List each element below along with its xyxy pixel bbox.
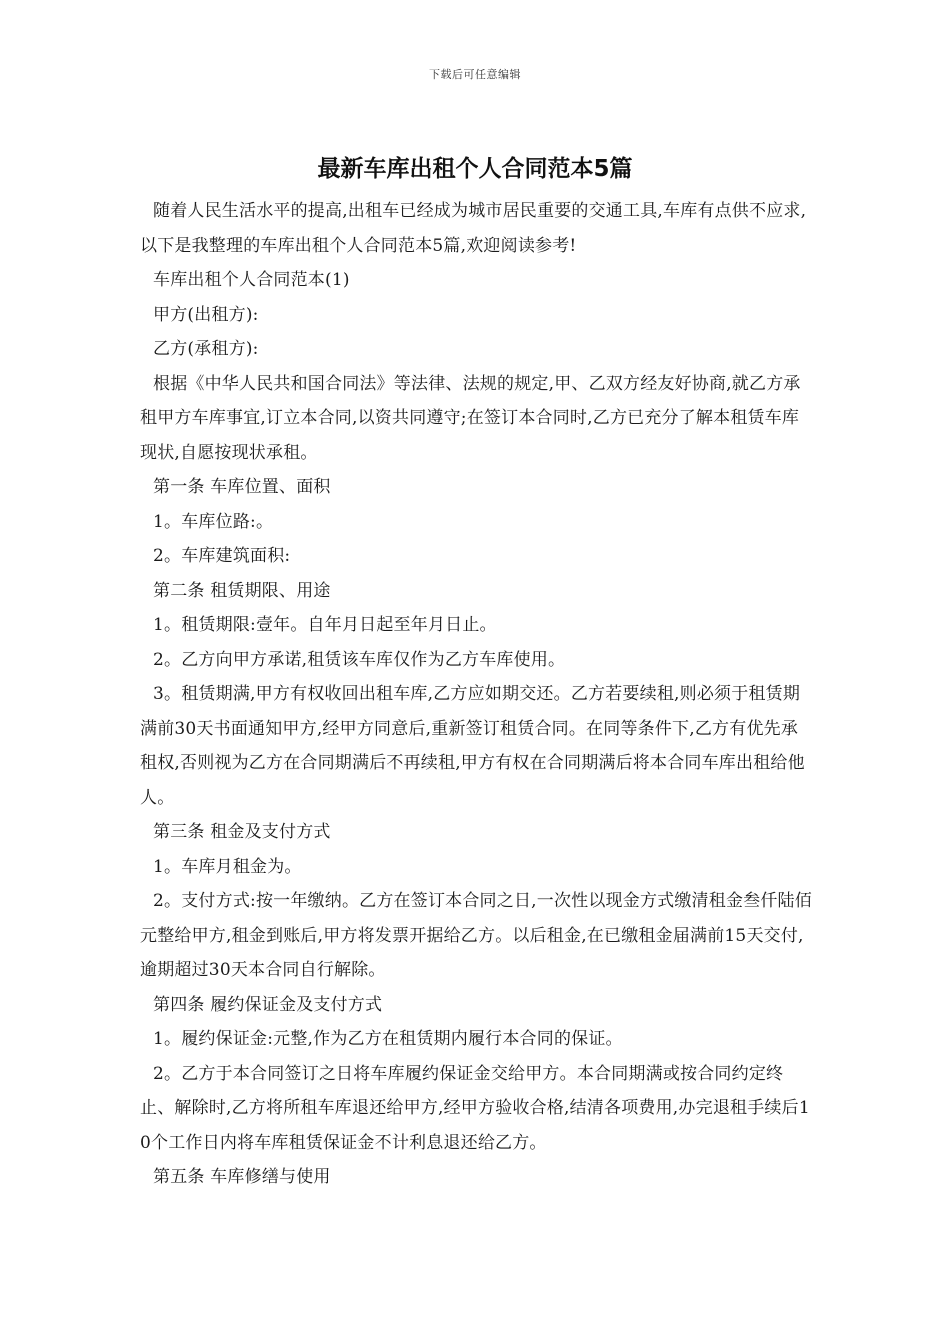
article-2-heading: 第二条 租赁期限、用途 [153,580,331,601]
document-body [140,194,812,1195]
article-3-heading: 第三条 租金及支付方式 [153,822,331,842]
party-b-line: 乙方(承租方): [153,339,259,359]
article-1-item-1: 1。车库位路:。 [153,511,274,532]
article-3-item-1: 1。车库月租金为。 [153,856,302,877]
intro-paragraph: 随着人民生活水平的提高,出租车已经成为城市居民重要的交通工具,车库有点供不应求,以下是我整理的车库出租个人合同范本5篇,欢迎阅读参考! [140,201,807,256]
article-2-item-3: 3。租赁期满,甲方有权收回出租车库,乙方应如期交还。乙方若要续租,则必须于租赁期满前30天书面通知甲方,经甲方同意后,重新签订租赁合同。在同等条件下,乙方有优先承租权,否则视为乙方在合同期满后不再续租,甲方有权在合同期满后将本合同车库出租给他人。 [140,684,805,808]
article-4-heading: 第四条 履约保证金及支付方式 [153,994,383,1015]
article-1-heading: 第一条 车库位置、面积 [153,477,331,497]
party-a-line: 甲方(出租方): [153,304,259,325]
article-2-item-2: 2。乙方向甲方承诺,租赁该车库仅作为乙方车库使用。 [153,649,566,670]
article-4-item-1: 1。履约保证金:元整,作为乙方在租赁期内履行本合同的保证。 [153,1029,623,1049]
article-2-item-1: 1。租赁期限:壹年。自年月日起至年月日止。 [153,615,497,635]
preamble-paragraph: 根据《中华人民共和国合同法》等法律、法规的规定,甲、乙双方经友好协商,就乙方承租甲方车库事宜,订立本合同,以资共同遵守;在签订本合同时,乙方已充分了解本租赁车库现状,自愿按现状承租。 [140,373,801,463]
article-4-item-2: 2。乙方于本合同签订之日将车库履约保证金交给甲方。本合同期满或按合同约定终止、解除时,乙方将所租车库退还给甲方,经甲方验收合格,结清各项费用,办完退租手续后10个工作日内将车库租赁保证金不计利息退还给乙方。 [140,1063,810,1153]
article-1-item-2: 2。车库建筑面积: [153,546,291,566]
contract-heading: 车库出租个人合同范本(1) [153,270,350,290]
header-note: 下载后可任意编辑 [429,68,521,81]
document-title: 最新车库出租个人合同范本5篇 [317,156,633,182]
article-5-heading: 第五条 车库修缮与使用 [153,1167,331,1187]
article-3-item-2: 2。支付方式:按一年缴纳。乙方在签订本合同之日,一次性以现金方式缴清租金叁仟陆佰元整给甲方,租金到账后,甲方将发票开据给乙方。以后租金,在已缴租金届满前15天交付,逾期超过30天本合同自行解除。 [140,891,812,980]
